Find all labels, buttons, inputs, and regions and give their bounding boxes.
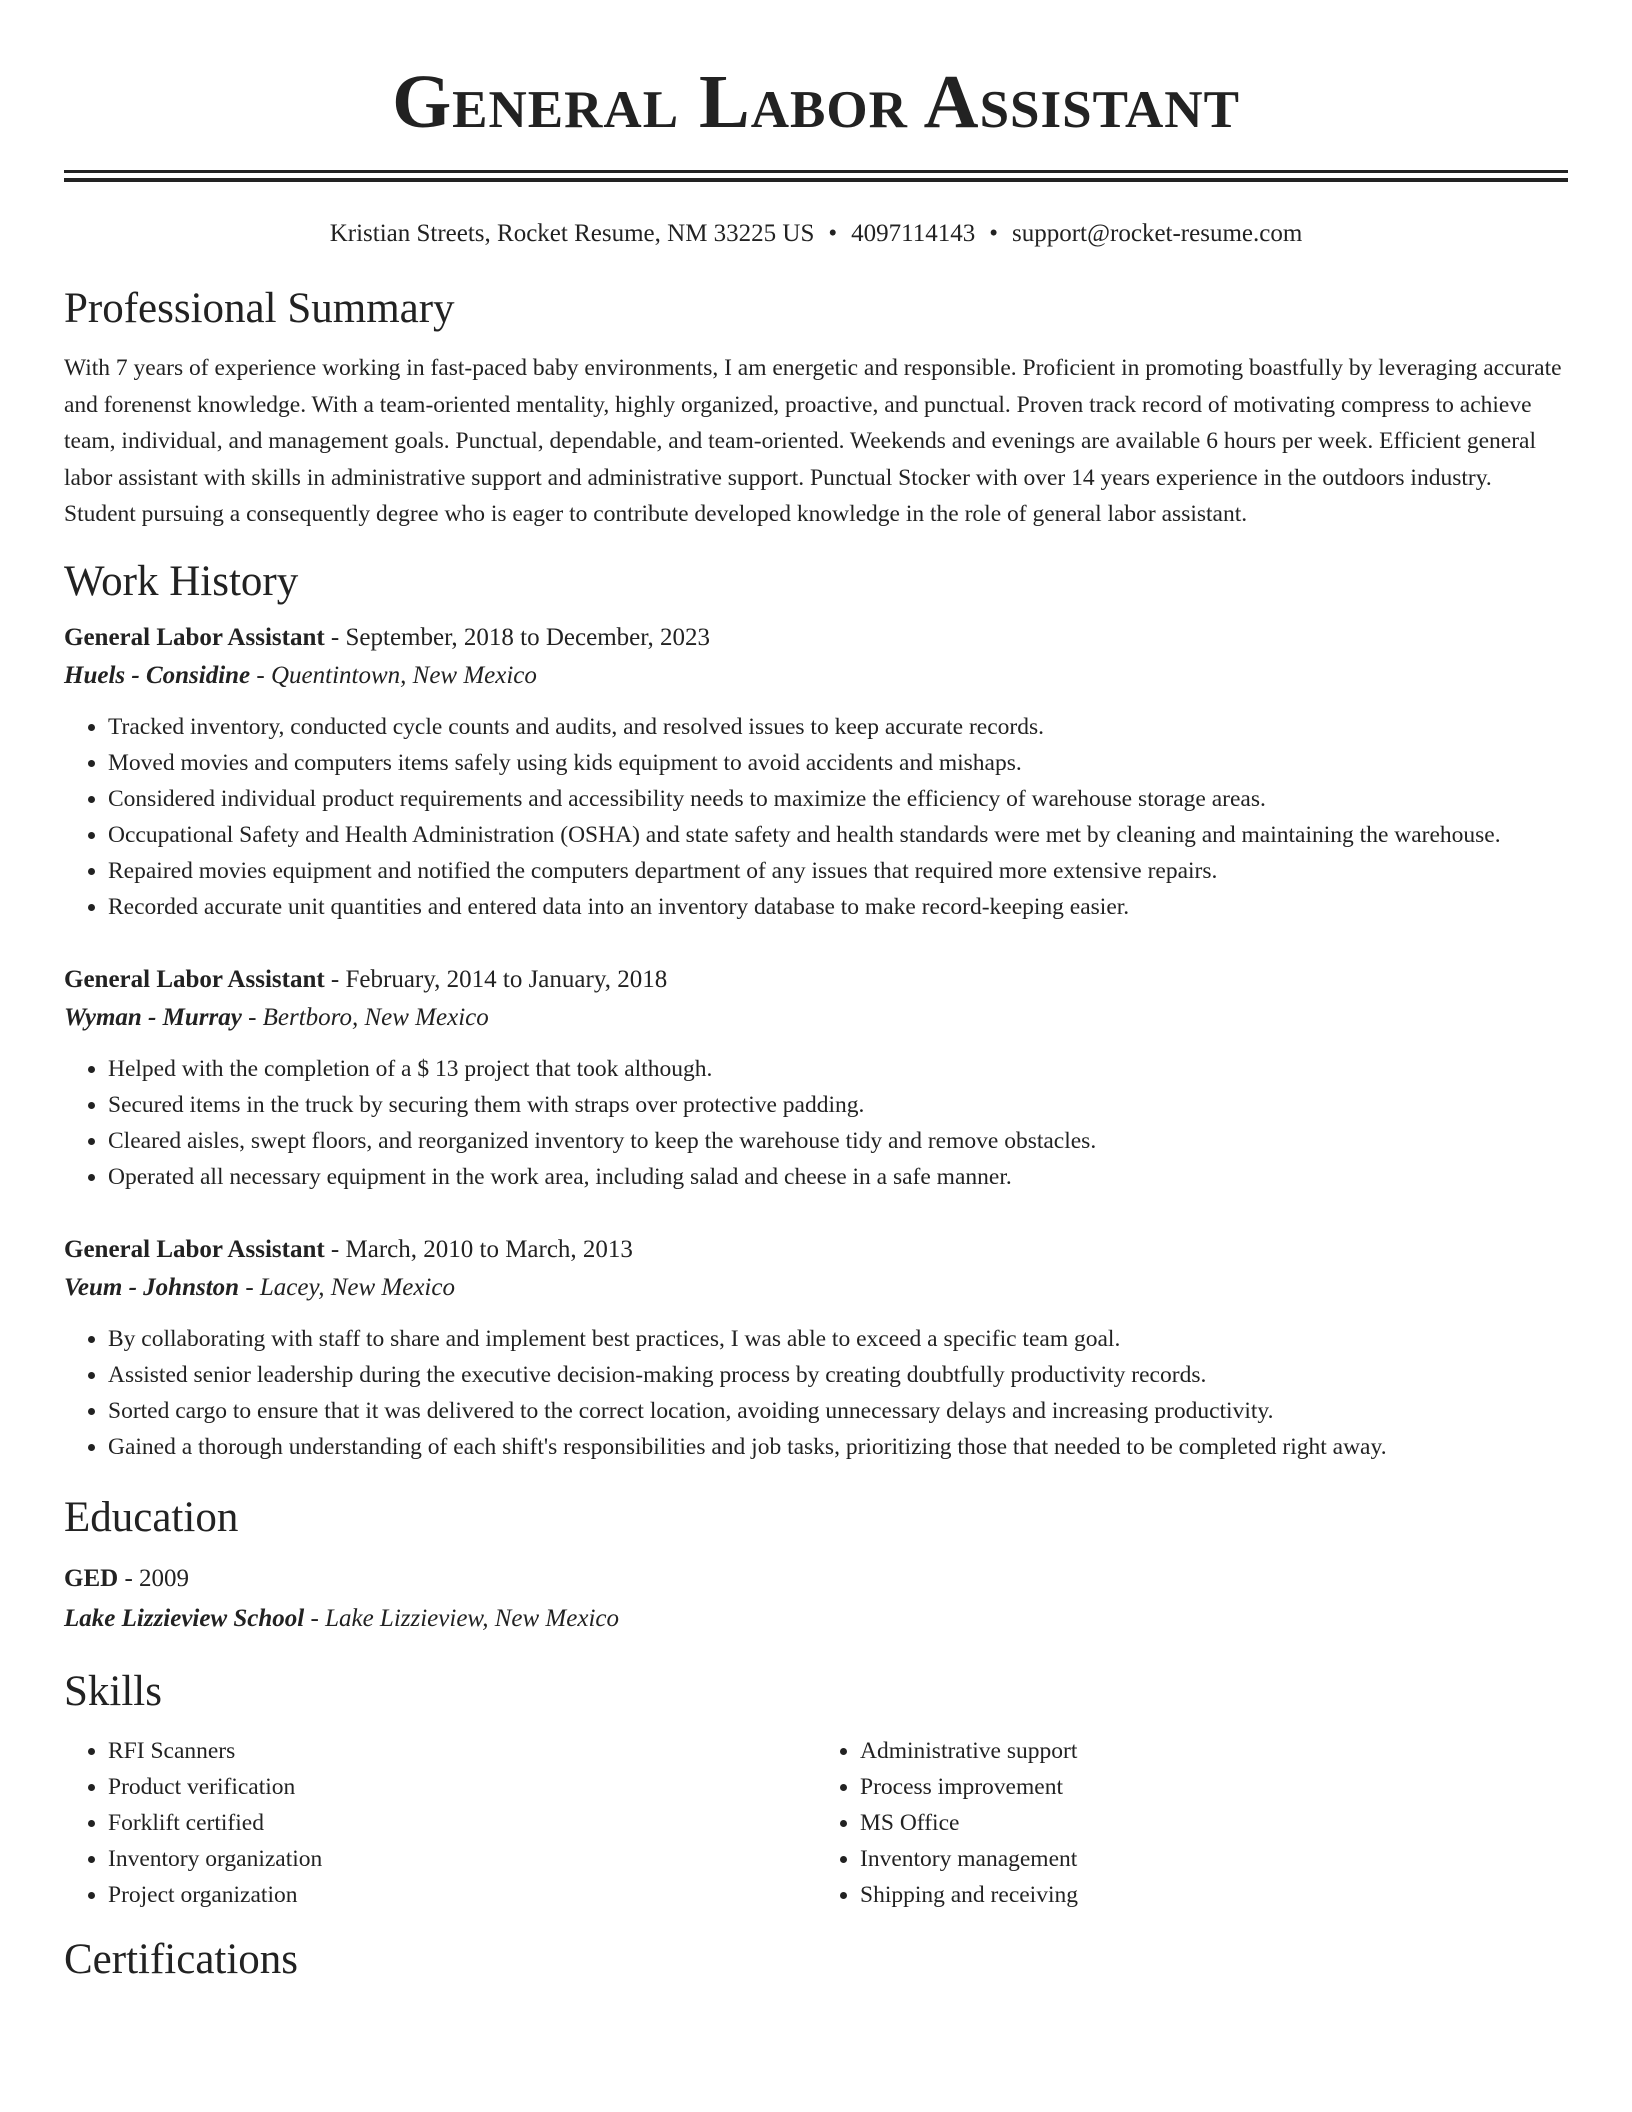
skills-heading: Skills (64, 1667, 162, 1715)
job-dates: - September, 2018 to December, 2023 (324, 623, 711, 651)
resume-title: General Labor Assistant (392, 60, 1240, 144)
education-heading: Education (64, 1493, 239, 1541)
job-entry (64, 619, 1568, 925)
title-rule-bottom (64, 178, 1568, 182)
job-role: General Labor Assistant (64, 965, 325, 993)
job-employer-line (64, 1269, 1568, 1307)
job-title-line (64, 961, 1568, 999)
job-location: - Lacey, New Mexico (239, 1273, 455, 1301)
education-degree-line (64, 1559, 1568, 1599)
education-school-line (64, 1599, 1568, 1639)
job-bullets (64, 1321, 1568, 1465)
skill-item: • Inventory management (860, 1841, 1568, 1877)
skill-item: • Administrative support (860, 1733, 1568, 1769)
summary-heading: Professional Summary (64, 285, 455, 332)
list-item: • Sorted cargo to ensure that it was delivered to the correct location, avoiding unnecessary delays and increasing productivity. (108, 1393, 1568, 1429)
skill-item: • Product verification (108, 1769, 816, 1805)
contact-email: support@rocket-resume.com (1012, 220, 1303, 247)
skill-item: • Project organization (108, 1877, 816, 1913)
list-item: • Considered individual product requirements and accessibility needs to maximize the efficiency of warehouse storage areas. (108, 781, 1568, 817)
list-item: • Secured items in the truck by securing them with straps over protective padding. (108, 1087, 1568, 1123)
work-history-heading: Work History (64, 557, 299, 605)
list-item: • Moved movies and computers items safely using kids equipment to avoid accidents and mishaps. (108, 745, 1568, 781)
education-entry (64, 1559, 1568, 1639)
list-item: • Cleared aisles, swept floors, and reorganized inventory to keep the warehouse tidy and remove obstacles. (108, 1123, 1568, 1159)
education-degree: GED (64, 1564, 119, 1592)
list-item: • Assisted senior leadership during the executive decision-making process by creating doubtfully productivity records. (108, 1357, 1568, 1393)
contact-separator: • (828, 220, 838, 247)
skills-list-left (64, 1733, 816, 1913)
job-title-line (64, 619, 1568, 657)
job-role: General Labor Assistant (64, 1235, 325, 1263)
contact-address: Kristian Streets, Rocket Resume, NM 33225 US (329, 220, 815, 247)
job-bullets (64, 1051, 1568, 1195)
list-item: • Recorded accurate unit quantities and entered data into an inventory database to make record-keeping easier. (108, 889, 1568, 925)
job-employer-line (64, 657, 1568, 695)
skill-item: • Process improvement (860, 1769, 1568, 1805)
job-bullets (64, 709, 1568, 925)
job-dates: - February, 2014 to January, 2018 (324, 965, 668, 993)
job-title-line (64, 1231, 1568, 1269)
education-school: Lake Lizzieview School (64, 1604, 305, 1632)
skill-item: • Forklift certified (108, 1805, 816, 1841)
contact-phone: 4097114143 (851, 220, 976, 247)
title-rule-top (64, 170, 1568, 173)
contact-line (64, 218, 1568, 250)
job-role: General Labor Assistant (64, 623, 325, 651)
certifications-heading: Certifications (64, 1935, 299, 1983)
summary-text: With 7 years of experience working in fast-paced baby environments, I am energetic and responsible. Proficient in promoting boastfully by leveraging accurate and forenenst knowledge. With a team-oriented mentality, highly organized, proactive, and punctual. Proven track record of motivating compress to achieve team, individual, and management goals. Punctual, dependable, and team-oriented. Weekends and evenings are available 6 hours per week. Efficient general labor assistant with skills in administrative support and administrative support. Punctual Stocker with over 14 years experience in the outdoors industry. Student pursuing a consequently degree who is eager to contribute developed knowledge in the role of general labor assistant. (64, 355, 1562, 527)
job-location: - Bertboro, New Mexico (241, 1003, 489, 1031)
job-location: - Quentintown, New Mexico (250, 661, 537, 689)
job-employer-line (64, 999, 1568, 1037)
list-item: • Operated all necessary equipment in the work area, including salad and cheese in a safe manner. (108, 1159, 1568, 1195)
list-item: • By collaborating with staff to share and implement best practices, I was able to exceed a specific team goal. (108, 1321, 1568, 1357)
skill-item: • MS Office (860, 1805, 1568, 1841)
job-entry (64, 961, 1568, 1195)
job-employer: Wyman - Murray (64, 1003, 242, 1031)
list-item: • Repaired movies equipment and notified the computers department of any issues that required more extensive repairs. (108, 853, 1568, 889)
skill-item: • Shipping and receiving (860, 1877, 1568, 1913)
skill-item: • Inventory organization (108, 1841, 816, 1877)
job-entry (64, 1231, 1568, 1465)
list-item: • Occupational Safety and Health Administration (OSHA) and state safety and health standards were met by cleaning and maintaining the warehouse. (108, 817, 1568, 853)
contact-separator: • (989, 220, 998, 247)
job-employer: Veum - Johnston (64, 1273, 240, 1301)
skill-item: • RFI Scanners (108, 1733, 816, 1769)
education-year: - 2009 (118, 1564, 190, 1592)
job-dates: - March, 2010 to March, 2013 (324, 1235, 633, 1263)
skills-list-right (816, 1733, 1568, 1913)
list-item: • Helped with the completion of a $ 13 project that took although. (108, 1051, 1568, 1087)
list-item: • Gained a thorough understanding of each shift's responsibilities and job tasks, prioritizing those that needed to be completed right away. (108, 1429, 1568, 1465)
job-employer: Huels - Considine (64, 661, 251, 689)
skills-columns (64, 1733, 1568, 1913)
list-item: • Tracked inventory, conducted cycle counts and audits, and resolved issues to keep accurate records. (108, 709, 1568, 745)
education-location: - Lake Lizzieview, New Mexico (304, 1604, 619, 1632)
